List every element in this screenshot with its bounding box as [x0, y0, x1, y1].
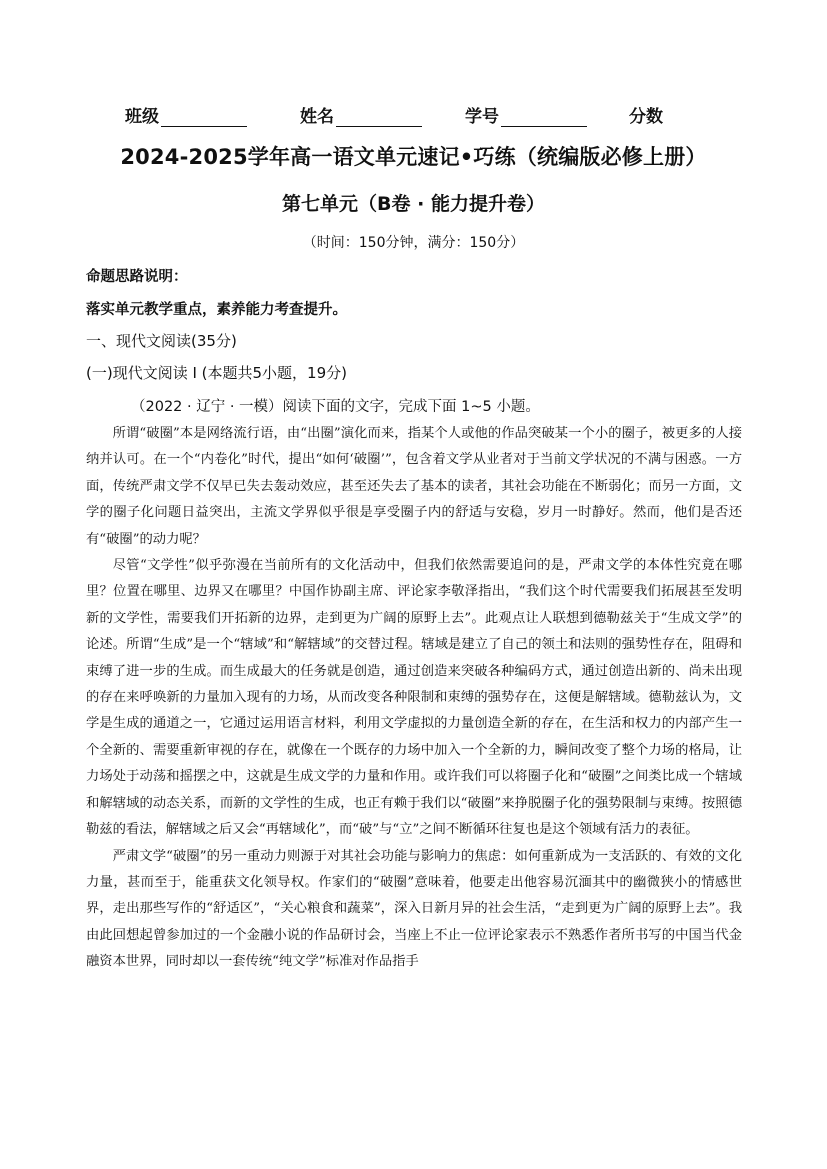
- paragraph-2: 尽管“文学性”似乎弥漫在当前所有的文化活动中，但我们依然需要追问的是，严肃文学的本体性究竟在哪里？位置在哪里、边界又在哪里？中国作协副主席、评论家李敬泽指出，“我们这个时代需要我们拓展甚至发明新的文学性，需要我们开拓新的边界，走到更为广阔的原野上去”。此观点让人联想到德勒兹关于“生成文学”的论述。所谓“生成”是一个“辖域”和“解辖域”的交替过程。辖域是建立了自己的领土和法则的强势性存在，阻碍和束缚了进一步的生成。而生成最大的任务就是创造，通过创造来突破各种编码方式，通过创造出新的、尚未出现的存在来呼唤新的力量加入现有的力场，从而改变各种限制和束缚的强势存在，这便是解辖域。德勒兹认为，文学是生成的通道之一，它通过运用语言材料，利用文学虚拟的力量创造全新的存在，在生活和权力的内部产生一个全新的、需要重新审视的存在，就像在一个既存的力场中加入一个全新的力，瞬间改变了整个力场的格局，让力场处于动荡和摇摆之中，这就是生成文学的力量和作用。或许我们可以将圈子化和“破圈”之间类比成一个辖域和解辖域的动态关系，而新的文学性的生成，也正有赖于我们以“破圈”来挣脱圈子化的强势限制与束缚。按照德勒兹的看法，解辖域之后又会“再辖域化”，而“破”与“立”之间不断循环往复也是这个领域有活力的表征。: [86, 558, 742, 838]
- student-id-label: 学号: [465, 107, 499, 127]
- section-heading: 一、现代文阅读(35分): [86, 332, 237, 350]
- class-blank: [161, 108, 247, 127]
- subsection-heading: (一)现代文阅读 I (本题共5小题，19分): [86, 364, 347, 382]
- name-blank: [336, 108, 422, 127]
- student-id-field: [465, 102, 629, 127]
- intro-text: 落实单元教学重点，素养能力考查提升。: [86, 302, 347, 318]
- class-field: [125, 102, 300, 127]
- paragraph-1: 所谓“破圈”本是网络流行语，由“出圈”演化而来，指某个人或他的作品突破某一个小的圈子，被更多的人接纳并认可。在一个“内卷化”时代，提出“如何‘破圈’”，包含着文学从业者对于当前文学状况的不满与困惑。一方面，传统严肃文学不仅早已失去轰动效应，甚至还失去了基本的读者，其社会功能在不断弱化；而另一方面，文学的圈子化问题日益突出，主流文学界似乎很是享受圈子内的舒适与安稳，岁月一时静好。然而，他们是否还有“破圈”的动力呢？: [86, 426, 742, 547]
- time-note: （时间：150分钟，满分：150分）: [302, 235, 525, 251]
- page-title: 2024-2025学年高一语文单元速记•巧练（统编版必修上册）: [120, 145, 707, 169]
- paragraph-3: 严肃文学“破圈”的另一重动力则源于对其社会功能与影响力的焦虑：如何重新成为一支活跃的、有效的文化力量，甚而至于，能重获文化领导权。作家们的“破圈”意味着，他要走出他容易沉湎其中的幽微狭小的情感世界，走出那些写作的“舒适区”，“关心粮食和蔬菜”，深入日新月异的社会生活，“走到更为广阔的原野上去”。我由此回想起曾参加过的一个金融小说的作品研讨会，当座上不止一位评论家表示不熟悉作者所书写的中国当代金融资本世界，同时却以一套传统“纯文学”标准对作品指手: [86, 848, 742, 970]
- source-note: （2022 · 辽宁 · 一模）阅读下面的文字，完成下面 1~5 小题。: [131, 399, 540, 415]
- page-subtitle: 第七单元（B卷 · 能力提升卷）: [282, 193, 545, 215]
- class-label: 班级: [125, 107, 159, 127]
- name-label: 姓名: [300, 107, 334, 127]
- name-field: [300, 102, 465, 127]
- reading-passage: [86, 421, 742, 976]
- score-label: 分数: [629, 107, 663, 127]
- intro-heading: 命题思路说明：: [86, 269, 188, 285]
- student-id-blank: [501, 108, 587, 127]
- student-info-line: [125, 101, 767, 127]
- score-field: [629, 102, 663, 127]
